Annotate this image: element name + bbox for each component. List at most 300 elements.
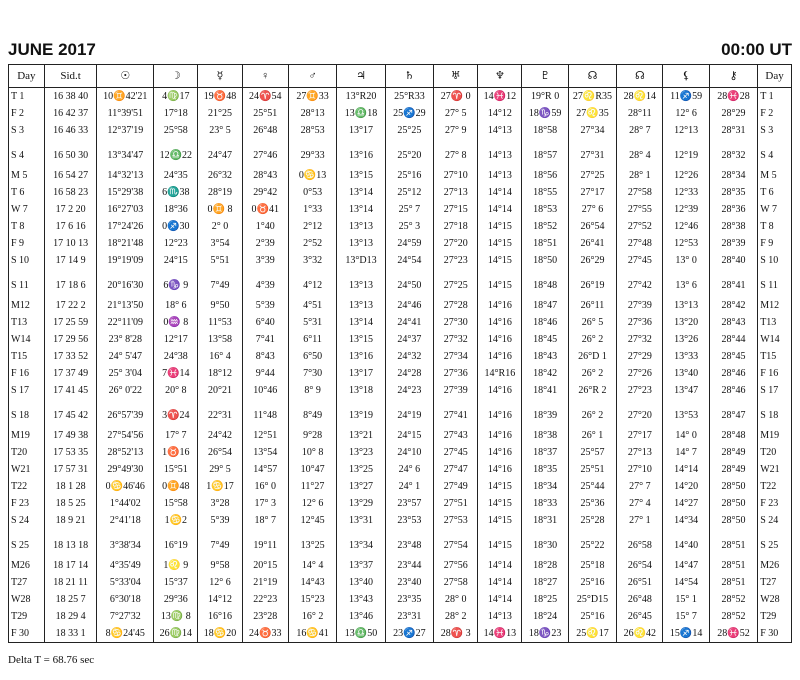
cell-chi: 28°51 bbox=[709, 557, 757, 574]
table-row bbox=[9, 512, 792, 529]
cell-merc: 3°54 bbox=[198, 235, 242, 252]
cell-nep: 14°14 bbox=[478, 557, 522, 574]
cell-sun: 1°44'02 bbox=[97, 495, 154, 512]
cell-chi: 28°48 bbox=[709, 427, 757, 444]
cell-plu: 18°30 bbox=[522, 529, 568, 557]
cell-merc: 14°12 bbox=[198, 591, 242, 608]
cell-moon: 4♍17 bbox=[154, 88, 198, 106]
cell-day2: T20 bbox=[758, 444, 792, 461]
cell-moon: 1♉16 bbox=[154, 444, 198, 461]
cell-jup: 13°17 bbox=[337, 365, 385, 382]
cell-chi: 28°51 bbox=[709, 529, 757, 557]
cell-lil: 12°46 bbox=[663, 218, 709, 235]
cell-sat: 24°28 bbox=[385, 365, 433, 382]
cell-merc: 18♋20 bbox=[198, 625, 242, 643]
cell-sun: 25° 3'04 bbox=[97, 365, 154, 382]
cell-tnode: 26° 1 bbox=[568, 427, 616, 444]
cell-mars: 5°31 bbox=[288, 314, 336, 331]
cell-merc: 24°42 bbox=[198, 427, 242, 444]
cell-sid: 17 18 6 bbox=[44, 269, 97, 297]
cell-lil: 12°39 bbox=[663, 201, 709, 218]
cell-moon: 0♐30 bbox=[154, 218, 198, 235]
cell-jup: 13°29 bbox=[337, 495, 385, 512]
table-row bbox=[9, 88, 792, 106]
cell-nep: 14°14 bbox=[478, 574, 522, 591]
table-row bbox=[9, 167, 792, 184]
cell-sun: 21°13'50 bbox=[97, 297, 154, 314]
cell-mars: 12°45 bbox=[288, 512, 336, 529]
table-row bbox=[9, 201, 792, 218]
cell-lil: 13°53 bbox=[663, 399, 709, 427]
cell-ura: 27°39 bbox=[434, 382, 478, 399]
cell-jup: 13°14 bbox=[337, 184, 385, 201]
cell-nep: 14°13 bbox=[478, 122, 522, 139]
cell-sat: 24°41 bbox=[385, 314, 433, 331]
cell-day2: T27 bbox=[758, 574, 792, 591]
cell-mnode: 27° 4 bbox=[617, 495, 663, 512]
cell-mars: 6°11 bbox=[288, 331, 336, 348]
cell-mnode: 26°54 bbox=[617, 557, 663, 574]
cell-sat: 23°40 bbox=[385, 574, 433, 591]
column-header: ☉ bbox=[97, 65, 154, 88]
cell-plu: 18°39 bbox=[522, 399, 568, 427]
cell-jup: 13°19 bbox=[337, 399, 385, 427]
cell-merc: 12° 6 bbox=[198, 574, 242, 591]
cell-sat: 25° 7 bbox=[385, 201, 433, 218]
cell-mars: 14°43 bbox=[288, 574, 336, 591]
cell-day2: T 8 bbox=[758, 218, 792, 235]
cell-plu: 18°38 bbox=[522, 427, 568, 444]
cell-merc: 21°25 bbox=[198, 105, 242, 122]
cell-mnode: 28° 1 bbox=[617, 167, 663, 184]
cell-jup: 13°37 bbox=[337, 557, 385, 574]
cell-sid: 18 29 4 bbox=[44, 608, 97, 625]
cell-sat: 24°19 bbox=[385, 399, 433, 427]
cell-sid: 18 9 21 bbox=[44, 512, 97, 529]
cell-sat: 23°35 bbox=[385, 591, 433, 608]
cell-day: S 11 bbox=[9, 269, 45, 297]
cell-ura: 27°13 bbox=[434, 184, 478, 201]
cell-day: W14 bbox=[9, 331, 45, 348]
table-row bbox=[9, 184, 792, 201]
cell-lil: 14°40 bbox=[663, 529, 709, 557]
cell-ven: 17° 3 bbox=[242, 495, 288, 512]
cell-chi: 28°46 bbox=[709, 365, 757, 382]
cell-moon: 26♍14 bbox=[154, 625, 198, 643]
cell-mnode: 27°23 bbox=[617, 382, 663, 399]
cell-chi: 28°50 bbox=[709, 495, 757, 512]
cell-chi: 28°52 bbox=[709, 591, 757, 608]
cell-lil: 15° 1 bbox=[663, 591, 709, 608]
cell-ven: 23°28 bbox=[242, 608, 288, 625]
cell-tnode: 27♌35 bbox=[568, 105, 616, 122]
cell-plu: 18°45 bbox=[522, 331, 568, 348]
cell-sun: 17°24'26 bbox=[97, 218, 154, 235]
cell-lil: 13°33 bbox=[663, 348, 709, 365]
table-row bbox=[9, 252, 792, 269]
cell-plu: 18°25 bbox=[522, 591, 568, 608]
cell-merc: 26°54 bbox=[198, 444, 242, 461]
table-row bbox=[9, 235, 792, 252]
cell-sun: 4°35'49 bbox=[97, 557, 154, 574]
cell-chi: 28°41 bbox=[709, 269, 757, 297]
cell-day2: S 11 bbox=[758, 269, 792, 297]
cell-lil: 12°13 bbox=[663, 122, 709, 139]
cell-sid: 18 25 7 bbox=[44, 591, 97, 608]
cell-jup: 13°21 bbox=[337, 427, 385, 444]
cell-chi: 28°49 bbox=[709, 444, 757, 461]
cell-merc: 3°28 bbox=[198, 495, 242, 512]
cell-nep: 14°16 bbox=[478, 399, 522, 427]
cell-nep: 14°16 bbox=[478, 297, 522, 314]
cell-ven: 7°41 bbox=[242, 331, 288, 348]
cell-tnode: 25°57 bbox=[568, 444, 616, 461]
cell-mars: 13°25 bbox=[288, 529, 336, 557]
cell-jup: 13°13 bbox=[337, 269, 385, 297]
cell-plu: 18°58 bbox=[522, 122, 568, 139]
cell-day2: S 4 bbox=[758, 139, 792, 167]
cell-nep: 14°R16 bbox=[478, 365, 522, 382]
cell-plu: 18°27 bbox=[522, 574, 568, 591]
cell-ven: 28°43 bbox=[242, 167, 288, 184]
column-header: ⚷ bbox=[709, 65, 757, 88]
cell-tnode: 26°19 bbox=[568, 269, 616, 297]
cell-sat: 23°53 bbox=[385, 512, 433, 529]
cell-mnode: 27°29 bbox=[617, 348, 663, 365]
cell-merc: 16°16 bbox=[198, 608, 242, 625]
cell-tnode: 25°22 bbox=[568, 529, 616, 557]
cell-moon: 15°37 bbox=[154, 574, 198, 591]
cell-nep: 14°14 bbox=[478, 184, 522, 201]
cell-ven: 25°51 bbox=[242, 105, 288, 122]
cell-sun: 6°30'18 bbox=[97, 591, 154, 608]
cell-day: W 7 bbox=[9, 201, 45, 218]
cell-sid: 16 42 37 bbox=[44, 105, 97, 122]
cell-nep: 14°15 bbox=[478, 529, 522, 557]
cell-ven: 19°11 bbox=[242, 529, 288, 557]
cell-day: M26 bbox=[9, 557, 45, 574]
cell-chi: 28♓52 bbox=[709, 625, 757, 643]
cell-merc: 20°21 bbox=[198, 382, 242, 399]
cell-sun: 8♋24'45 bbox=[97, 625, 154, 643]
cell-tnode: 26° 5 bbox=[568, 314, 616, 331]
table-row bbox=[9, 382, 792, 399]
cell-merc: 0♊ 8 bbox=[198, 201, 242, 218]
cell-sat: 24°37 bbox=[385, 331, 433, 348]
cell-day: T22 bbox=[9, 478, 45, 495]
column-header: ☿ bbox=[198, 65, 242, 88]
cell-day2: M12 bbox=[758, 297, 792, 314]
cell-sat: 23♐27 bbox=[385, 625, 433, 643]
cell-ven: 8°43 bbox=[242, 348, 288, 365]
cell-sid: 17 53 35 bbox=[44, 444, 97, 461]
cell-day: W21 bbox=[9, 461, 45, 478]
cell-mars: 28°53 bbox=[288, 122, 336, 139]
cell-moon: 15°51 bbox=[154, 461, 198, 478]
cell-merc: 29° 5 bbox=[198, 461, 242, 478]
cell-merc: 5°51 bbox=[198, 252, 242, 269]
cell-mnode: 27°32 bbox=[617, 331, 663, 348]
cell-nep: 14°15 bbox=[478, 512, 522, 529]
cell-ven: 10°46 bbox=[242, 382, 288, 399]
cell-tnode: 26°41 bbox=[568, 235, 616, 252]
cell-day2: T13 bbox=[758, 314, 792, 331]
table-row bbox=[9, 591, 792, 608]
cell-ura: 27°23 bbox=[434, 252, 478, 269]
cell-sun: 0♋46'46 bbox=[97, 478, 154, 495]
cell-sun: 16°27'03 bbox=[97, 201, 154, 218]
cell-jup: 13°D13 bbox=[337, 252, 385, 269]
cell-ven: 29°42 bbox=[242, 184, 288, 201]
cell-sun: 13°34'47 bbox=[97, 139, 154, 167]
cell-ven: 4°39 bbox=[242, 269, 288, 297]
cell-sat: 24°54 bbox=[385, 252, 433, 269]
cell-day: T 6 bbox=[9, 184, 45, 201]
cell-ura: 27°54 bbox=[434, 529, 478, 557]
cell-sun: 5°33'04 bbox=[97, 574, 154, 591]
table-row bbox=[9, 105, 792, 122]
cell-tnode: 25°D15 bbox=[568, 591, 616, 608]
cell-moon: 24°15 bbox=[154, 252, 198, 269]
cell-jup: 13°43 bbox=[337, 591, 385, 608]
cell-jup: 13°14 bbox=[337, 201, 385, 218]
table-row bbox=[9, 122, 792, 139]
cell-chi: 28°42 bbox=[709, 297, 757, 314]
cell-sid: 17 49 38 bbox=[44, 427, 97, 444]
cell-ven: 12°51 bbox=[242, 427, 288, 444]
cell-moon: 7♓14 bbox=[154, 365, 198, 382]
cell-day: S 24 bbox=[9, 512, 45, 529]
cell-tnode: 26°54 bbox=[568, 218, 616, 235]
cell-day2: M 5 bbox=[758, 167, 792, 184]
cell-plu: 18°43 bbox=[522, 348, 568, 365]
table-row bbox=[9, 297, 792, 314]
cell-day2: T 6 bbox=[758, 184, 792, 201]
cell-sid: 16 46 33 bbox=[44, 122, 97, 139]
cell-plu: 18°46 bbox=[522, 314, 568, 331]
cell-sid: 18 5 25 bbox=[44, 495, 97, 512]
cell-ven: 3°39 bbox=[242, 252, 288, 269]
cell-ven: 24♈54 bbox=[242, 88, 288, 106]
cell-mnode: 27° 7 bbox=[617, 478, 663, 495]
cell-plu: 18♑23 bbox=[522, 625, 568, 643]
cell-merc: 23° 5 bbox=[198, 122, 242, 139]
cell-moon: 13♍ 8 bbox=[154, 608, 198, 625]
cell-mnode: 27°36 bbox=[617, 314, 663, 331]
cell-day2: F 23 bbox=[758, 495, 792, 512]
title-row bbox=[8, 40, 792, 62]
cell-mnode: 28°11 bbox=[617, 105, 663, 122]
cell-mnode: 26°48 bbox=[617, 591, 663, 608]
cell-mnode: 27°58 bbox=[617, 184, 663, 201]
column-header: ☊ bbox=[617, 65, 663, 88]
cell-plu: 18°37 bbox=[522, 444, 568, 461]
cell-sid: 17 41 45 bbox=[44, 382, 97, 399]
cell-sid: 17 45 42 bbox=[44, 399, 97, 427]
cell-merc: 5°39 bbox=[198, 512, 242, 529]
cell-moon: 3♈24 bbox=[154, 399, 198, 427]
header-row bbox=[9, 65, 792, 88]
cell-day2: W21 bbox=[758, 461, 792, 478]
cell-tnode: 25°16 bbox=[568, 608, 616, 625]
cell-day: S 17 bbox=[9, 382, 45, 399]
cell-mars: 2°52 bbox=[288, 235, 336, 252]
cell-sun: 10♊42'21 bbox=[97, 88, 154, 106]
cell-plu: 18°33 bbox=[522, 495, 568, 512]
cell-sat: 24° 6 bbox=[385, 461, 433, 478]
cell-ura: 27°18 bbox=[434, 218, 478, 235]
cell-sat: 24°46 bbox=[385, 297, 433, 314]
cell-mnode: 27° 1 bbox=[617, 512, 663, 529]
cell-plu: 18°28 bbox=[522, 557, 568, 574]
cell-ven: 21°19 bbox=[242, 574, 288, 591]
cell-sun: 7°27'32 bbox=[97, 608, 154, 625]
cell-plu: 18°47 bbox=[522, 297, 568, 314]
cell-nep: 14°16 bbox=[478, 461, 522, 478]
cell-sat: 24°15 bbox=[385, 427, 433, 444]
cell-mars: 12° 6 bbox=[288, 495, 336, 512]
cell-merc: 22°31 bbox=[198, 399, 242, 427]
cell-moon: 24°35 bbox=[154, 167, 198, 184]
cell-mars: 11°27 bbox=[288, 478, 336, 495]
cell-mars: 0♋13 bbox=[288, 167, 336, 184]
cell-day: W28 bbox=[9, 591, 45, 608]
cell-sid: 18 17 14 bbox=[44, 557, 97, 574]
cell-nep: 14♓12 bbox=[478, 88, 522, 106]
cell-tnode: 25°44 bbox=[568, 478, 616, 495]
cell-day2: T 1 bbox=[758, 88, 792, 106]
cell-chi: 28°32 bbox=[709, 139, 757, 167]
cell-sun: 12°37'19 bbox=[97, 122, 154, 139]
cell-mnode: 28° 7 bbox=[617, 122, 663, 139]
cell-lil: 13° 0 bbox=[663, 252, 709, 269]
cell-moon: 6♏38 bbox=[154, 184, 198, 201]
cell-moon: 0♊48 bbox=[154, 478, 198, 495]
table-row bbox=[9, 399, 792, 427]
cell-sat: 25°16 bbox=[385, 167, 433, 184]
cell-lil: 13° 6 bbox=[663, 269, 709, 297]
cell-mnode: 27°48 bbox=[617, 235, 663, 252]
cell-ura: 27°43 bbox=[434, 427, 478, 444]
cell-moon: 15°58 bbox=[154, 495, 198, 512]
cell-lil: 15° 7 bbox=[663, 608, 709, 625]
cell-mars: 1°33 bbox=[288, 201, 336, 218]
cell-sun: 20°16'30 bbox=[97, 269, 154, 297]
cell-merc: 26°32 bbox=[198, 167, 242, 184]
cell-sun: 27°54'56 bbox=[97, 427, 154, 444]
cell-sid: 17 33 52 bbox=[44, 348, 97, 365]
cell-plu: 18°53 bbox=[522, 201, 568, 218]
cell-sun: 19°19'09 bbox=[97, 252, 154, 269]
cell-sid: 17 2 20 bbox=[44, 201, 97, 218]
cell-lil: 12° 6 bbox=[663, 105, 709, 122]
cell-ura: 28° 0 bbox=[434, 591, 478, 608]
table-row bbox=[9, 331, 792, 348]
cell-day2: S 18 bbox=[758, 399, 792, 427]
cell-nep: 14°16 bbox=[478, 382, 522, 399]
cell-ven: 9°44 bbox=[242, 365, 288, 382]
cell-day: S 10 bbox=[9, 252, 45, 269]
cell-day2: W 7 bbox=[758, 201, 792, 218]
cell-nep: 14°16 bbox=[478, 314, 522, 331]
cell-lil: 14°14 bbox=[663, 461, 709, 478]
cell-moon: 24°38 bbox=[154, 348, 198, 365]
cell-sid: 16 50 30 bbox=[44, 139, 97, 167]
cell-chi: 28°35 bbox=[709, 184, 757, 201]
cell-chi: 28°34 bbox=[709, 167, 757, 184]
cell-merc: 2° 0 bbox=[198, 218, 242, 235]
cell-ven: 13°54 bbox=[242, 444, 288, 461]
table-row bbox=[9, 218, 792, 235]
cell-tnode: 27°31 bbox=[568, 139, 616, 167]
cell-tnode: 26° 2 bbox=[568, 399, 616, 427]
table-row bbox=[9, 608, 792, 625]
cell-sid: 17 29 56 bbox=[44, 331, 97, 348]
cell-sun: 18°21'48 bbox=[97, 235, 154, 252]
cell-day: S 25 bbox=[9, 529, 45, 557]
cell-sun: 3°38'34 bbox=[97, 529, 154, 557]
table-row bbox=[9, 139, 792, 167]
cell-sat: 24°10 bbox=[385, 444, 433, 461]
cell-chi: 28°46 bbox=[709, 382, 757, 399]
cell-mars: 28°13 bbox=[288, 105, 336, 122]
cell-merc: 18°12 bbox=[198, 365, 242, 382]
cell-day: T27 bbox=[9, 574, 45, 591]
column-header: ♀ bbox=[242, 65, 288, 88]
cell-ura: 27♈ 0 bbox=[434, 88, 478, 106]
cell-sat: 25° 3 bbox=[385, 218, 433, 235]
cell-merc: 7°49 bbox=[198, 269, 242, 297]
cell-sat: 23°31 bbox=[385, 608, 433, 625]
cell-chi: 28°50 bbox=[709, 478, 757, 495]
cell-day: F 9 bbox=[9, 235, 45, 252]
cell-chi: 28°47 bbox=[709, 399, 757, 427]
table-row bbox=[9, 427, 792, 444]
cell-merc: 24°47 bbox=[198, 139, 242, 167]
cell-sat: 24°50 bbox=[385, 269, 433, 297]
cell-moon: 17° 7 bbox=[154, 427, 198, 444]
cell-day2: W14 bbox=[758, 331, 792, 348]
cell-moon: 17°18 bbox=[154, 105, 198, 122]
cell-merc: 9°58 bbox=[198, 557, 242, 574]
cell-moon: 12°17 bbox=[154, 331, 198, 348]
cell-jup: 13°31 bbox=[337, 512, 385, 529]
cell-day: S 4 bbox=[9, 139, 45, 167]
cell-chi: 28°50 bbox=[709, 512, 757, 529]
column-header: ♄ bbox=[385, 65, 433, 88]
cell-ura: 27° 8 bbox=[434, 139, 478, 167]
cell-nep: 14°15 bbox=[478, 235, 522, 252]
cell-chi: 28°36 bbox=[709, 201, 757, 218]
cell-ura: 28° 2 bbox=[434, 608, 478, 625]
cell-moon: 0♒ 8 bbox=[154, 314, 198, 331]
cell-mars: 14° 4 bbox=[288, 557, 336, 574]
table-row bbox=[9, 574, 792, 591]
cell-mars: 10° 8 bbox=[288, 444, 336, 461]
cell-chi: 28°31 bbox=[709, 122, 757, 139]
cell-sun: 14°32'13 bbox=[97, 167, 154, 184]
cell-lil: 14°54 bbox=[663, 574, 709, 591]
cell-chi: 28°38 bbox=[709, 218, 757, 235]
column-header: ♆ bbox=[478, 65, 522, 88]
cell-ura: 27°25 bbox=[434, 269, 478, 297]
cell-ven: 26°48 bbox=[242, 122, 288, 139]
cell-lil: 14° 7 bbox=[663, 444, 709, 461]
column-header: ♂ bbox=[288, 65, 336, 88]
cell-moon: 1♋2 bbox=[154, 512, 198, 529]
column-header: ♇ bbox=[522, 65, 568, 88]
cell-lil: 12°19 bbox=[663, 139, 709, 167]
